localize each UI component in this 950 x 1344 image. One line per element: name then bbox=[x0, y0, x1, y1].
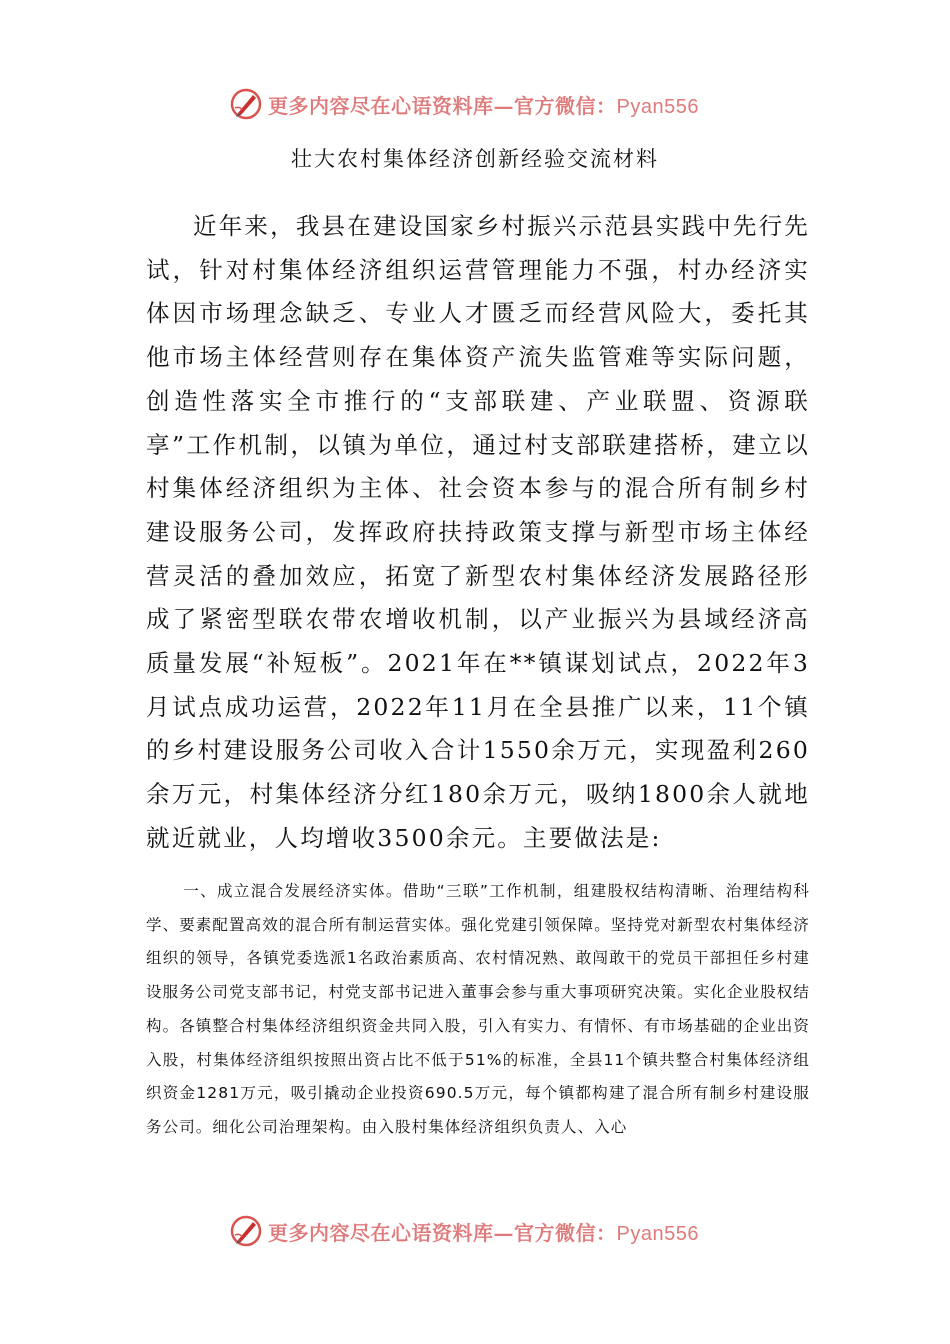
watermark-banner-top bbox=[228, 84, 728, 124]
document-title: 壮大农村集体经济创新经验交流材料 bbox=[291, 147, 659, 171]
intro-paragraph: 近年来，我县在建设国家乡村振兴示范县实践中先行先试，针对村集体经济组织运营管理能力不强，村办经济实体因市场理念缺乏、专业人才匮乏而经营风险大，委托其他市场主体经营则存在集体资产流失监管难等实际问题，创造性落实全市推行的“支部联建、产业联盟、资源联享”工作机制，以镇为单位，通过村支部联建搭桥，建立以村集体经济组织为主体、社会资本参与的混合所有制乡村建设服务公司，发挥政府扶持政策支撑与新型市场主体经营灵活的叠加效应，拓宽了新型农村集体经济发展路径形成了紧密型联农带农增收机制，以产业振兴为县域经济高质量发展“补短板”。2021年在**镇谋划试点，2022年3月试点成功运营，2022年11月在全县推广以来，11个镇的乡村建设服务公司收入合计1550余万元，实现盈利260余万元，村集体经济分红180余万元，吸纳1800余人就地就近就业，人均增收3500余元。主要做法是: bbox=[146, 212, 810, 852]
watermark-text-cn: 更多内容尽在心语资料库—官方微信： bbox=[268, 1220, 617, 1245]
pen-logo-icon bbox=[228, 1213, 264, 1249]
pen-logo-icon bbox=[228, 86, 264, 122]
watermark-text-cn: 更多内容尽在心语资料库—官方微信： bbox=[268, 93, 617, 118]
watermark-text bbox=[268, 1217, 699, 1246]
watermark-text-en: Pyan556 bbox=[616, 1222, 699, 1245]
watermark-banner-bottom bbox=[228, 1211, 728, 1251]
watermark-text bbox=[268, 90, 699, 119]
watermark-text-en: Pyan556 bbox=[616, 95, 699, 118]
section-one-paragraph: 一、成立混合发展经济实体。借助“三联”工作机制，组建股权结构清晰、治理结构科学、要素配置高效的混合所有制运营实体。强化党建引领保障。坚持党对新型农村集体经济组织的领导，各镇党委选派1名政治素质高、农村情况熟、敢闯敢干的党员干部担任乡村建设服务公司党支部书记，村党支部书记进入董事会参与重大事项研究决策。实化企业股权结构。各镇整合村集体经济组织资金共同入股，引入有实力、有情怀、有市场基础的企业出资入股，村集体经济组织按照出资占比不低于51%的标准，全县11个镇共整合村集体经济组织资金1281万元，吸引撬动企业投资690.5万元，每个镇都构建了混合所有制乡村建设服务公司。细化公司治理架构。由入股村集体经济组织负责人、入心 bbox=[146, 882, 811, 1136]
